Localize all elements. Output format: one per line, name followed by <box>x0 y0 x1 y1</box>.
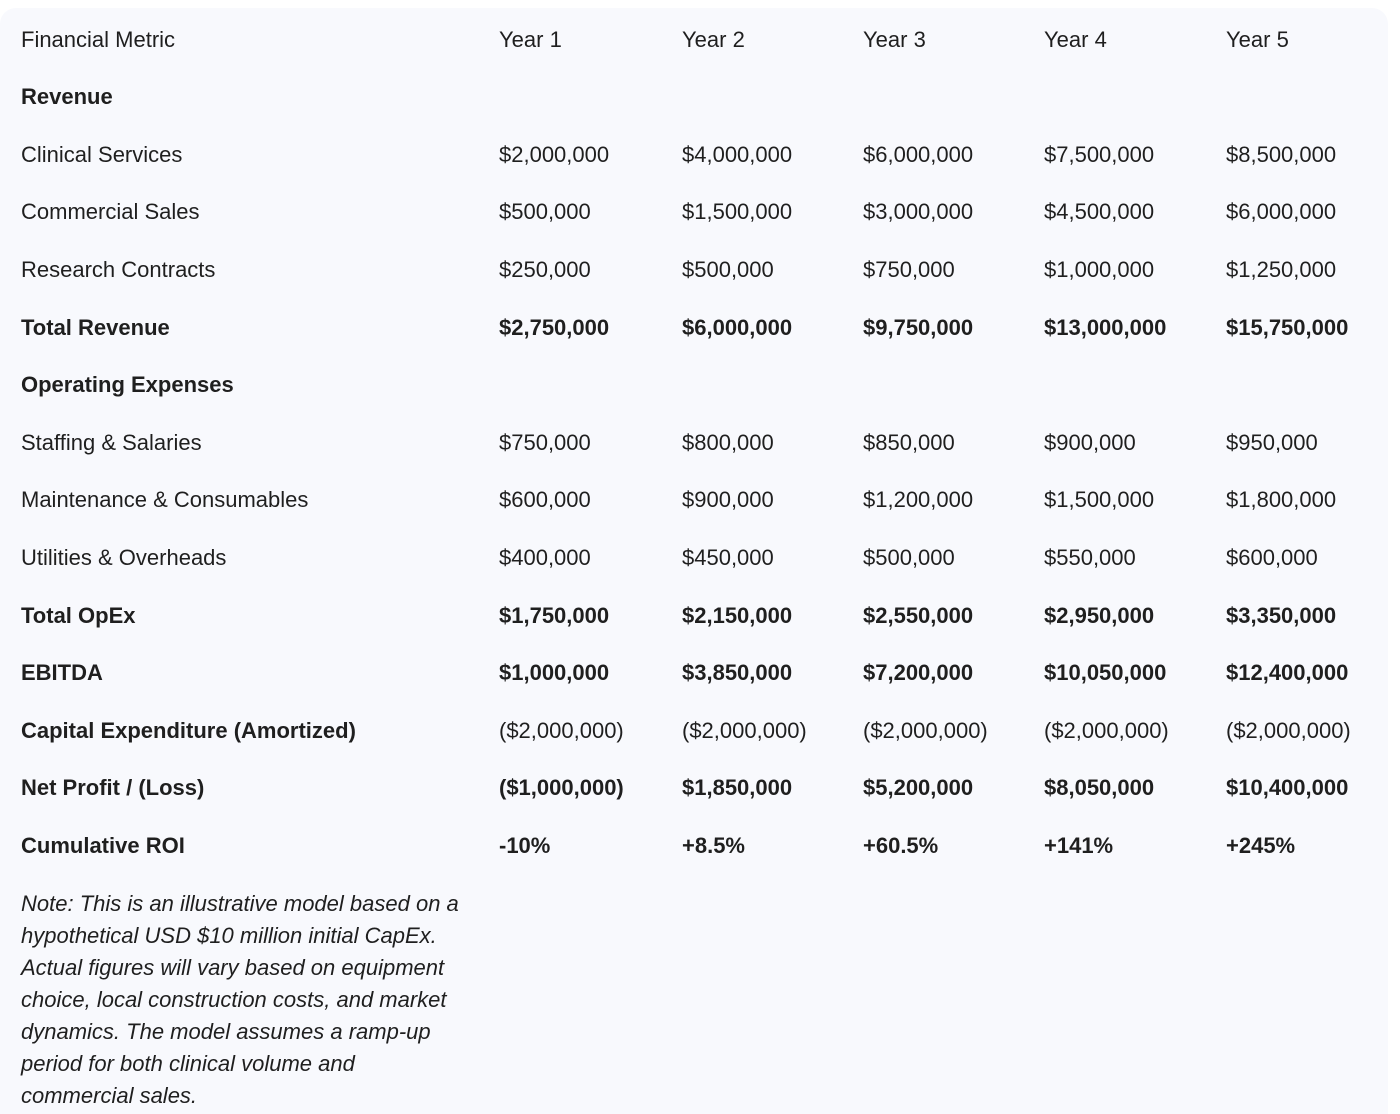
cell-year-4: ($2,000,000) <box>1044 718 1169 743</box>
cell-year-3: $500,000 <box>863 545 955 570</box>
row-label: Total OpEx <box>21 603 136 628</box>
cell-year-2: $800,000 <box>682 430 774 455</box>
header-year-3: Year 3 <box>863 27 926 52</box>
cell-year-5: $8,500,000 <box>1226 142 1337 167</box>
cell-year-3: $5,200,000 <box>863 775 974 800</box>
cell-year-3: ($2,000,000) <box>863 718 988 743</box>
cell-year-4: $550,000 <box>1044 545 1136 570</box>
cell-year-5: +245% <box>1226 833 1296 858</box>
row-label: Maintenance & Consumables <box>21 487 309 512</box>
cell-year-5: $10,400,000 <box>1226 775 1349 800</box>
row-label: EBITDA <box>21 660 103 685</box>
cell-year-5: $1,800,000 <box>1226 487 1337 512</box>
cell-year-5: $1,250,000 <box>1226 257 1337 282</box>
header-year-2: Year 2 <box>682 27 745 52</box>
header-year-1: Year 1 <box>499 27 562 52</box>
cell-year-2: $900,000 <box>682 487 774 512</box>
cell-year-1: $600,000 <box>499 487 591 512</box>
cell-year-2: $500,000 <box>682 257 774 282</box>
cell-year-5: $3,350,000 <box>1226 603 1337 628</box>
cell-year-4: +141% <box>1044 833 1114 858</box>
cell-year-2: $450,000 <box>682 545 774 570</box>
row-label: Staffing & Salaries <box>21 430 202 455</box>
cell-year-2: $2,150,000 <box>682 603 793 628</box>
cell-year-3: $850,000 <box>863 430 955 455</box>
header-year-4: Year 4 <box>1044 27 1107 52</box>
cell-year-5: $15,750,000 <box>1226 315 1349 340</box>
cell-year-4: $10,050,000 <box>1044 660 1167 685</box>
cell-year-4: $4,500,000 <box>1044 199 1155 224</box>
cell-year-2: $3,850,000 <box>682 660 793 685</box>
cell-year-2: $1,500,000 <box>682 199 793 224</box>
cell-year-4: $8,050,000 <box>1044 775 1155 800</box>
cell-year-3: $7,200,000 <box>863 660 974 685</box>
cell-year-5: $12,400,000 <box>1226 660 1349 685</box>
row-label: Total Revenue <box>21 315 170 340</box>
cell-year-4: $7,500,000 <box>1044 142 1155 167</box>
cell-year-4: $900,000 <box>1044 430 1136 455</box>
cell-year-1: ($2,000,000) <box>499 718 624 743</box>
cell-year-3: $9,750,000 <box>863 315 974 340</box>
cell-year-1: $400,000 <box>499 545 591 570</box>
cell-year-5: $600,000 <box>1226 545 1318 570</box>
cell-year-3: $750,000 <box>863 257 955 282</box>
row-label: Net Profit / (Loss) <box>21 775 205 800</box>
cell-year-3: $1,200,000 <box>863 487 974 512</box>
table-note: Note: This is an illustrative model based on a hypothetical USD $10 million initial CapEx. Actual figures will vary based on equipment choice, local construction costs, and market dynamics. The model assumes a ramp-up period for both clinical volume and commercial sales. <box>21 891 459 1108</box>
cell-year-3: +60.5% <box>863 833 939 858</box>
cell-year-5: $950,000 <box>1226 430 1318 455</box>
cell-year-4: $1,000,000 <box>1044 257 1155 282</box>
cell-year-1: $1,000,000 <box>499 660 610 685</box>
cell-year-2: $4,000,000 <box>682 142 793 167</box>
cell-year-4: $2,950,000 <box>1044 603 1155 628</box>
cell-year-2: +8.5% <box>682 833 745 858</box>
cell-year-2: ($2,000,000) <box>682 718 807 743</box>
cell-year-3: $2,550,000 <box>863 603 974 628</box>
cell-year-1: $750,000 <box>499 430 591 455</box>
row-label: Clinical Services <box>21 142 183 167</box>
row-label: Cumulative ROI <box>21 833 185 858</box>
cell-year-1: $2,750,000 <box>499 315 610 340</box>
cell-year-1: $2,000,000 <box>499 142 610 167</box>
cell-year-1: ($1,000,000) <box>499 775 624 800</box>
cell-year-3: $6,000,000 <box>863 142 974 167</box>
cell-year-4: $1,500,000 <box>1044 487 1155 512</box>
cell-year-3: $3,000,000 <box>863 199 974 224</box>
cell-year-2: $1,850,000 <box>682 775 793 800</box>
cell-year-1: -10% <box>499 833 551 858</box>
row-label: Capital Expenditure (Amortized) <box>21 718 356 743</box>
header-metric: Financial Metric <box>21 27 176 52</box>
row-label: Commercial Sales <box>21 199 200 224</box>
cell-year-1: $500,000 <box>499 199 591 224</box>
row-label: Research Contracts <box>21 257 216 282</box>
cell-year-1: $250,000 <box>499 257 591 282</box>
cell-year-5: ($2,000,000) <box>1226 718 1351 743</box>
row-label: Revenue <box>21 84 113 109</box>
cell-year-4: $13,000,000 <box>1044 315 1167 340</box>
cell-year-2: $6,000,000 <box>682 315 793 340</box>
row-label: Operating Expenses <box>21 372 234 397</box>
row-label: Utilities & Overheads <box>21 545 227 570</box>
cell-year-1: $1,750,000 <box>499 603 610 628</box>
cell-year-5: $6,000,000 <box>1226 199 1337 224</box>
header-year-5: Year 5 <box>1226 27 1289 52</box>
